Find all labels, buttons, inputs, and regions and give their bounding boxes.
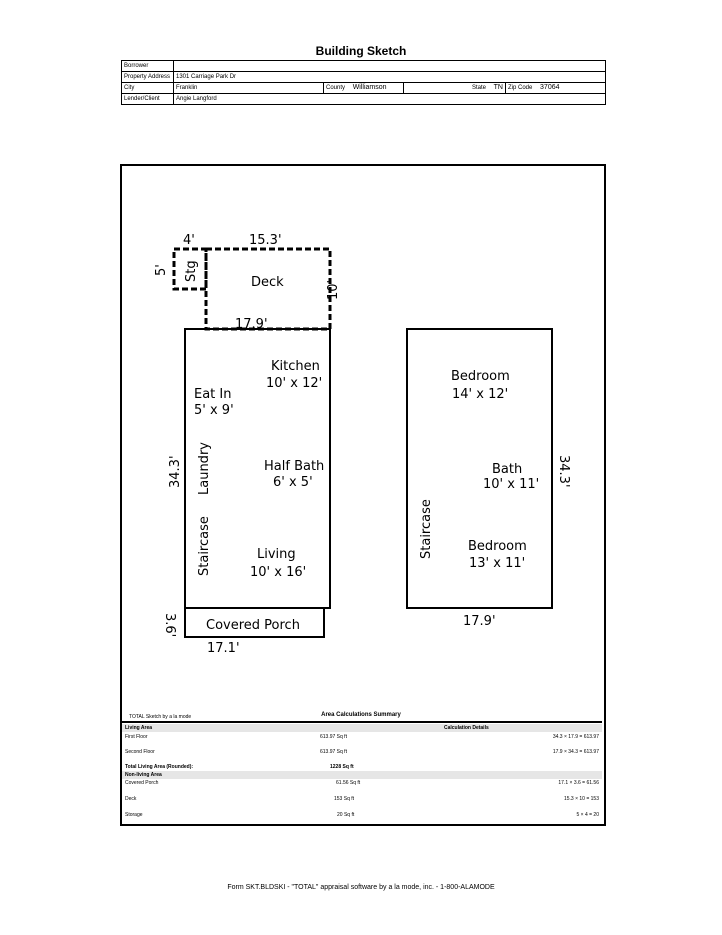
property-value: 1301 Carriage Park Dr	[174, 72, 606, 83]
label-laundry: Laundry	[197, 442, 212, 495]
table-row	[122, 779, 602, 787]
label-covered-porch: Covered Porch	[206, 618, 300, 633]
row-area: 20 Sq ft	[337, 812, 355, 818]
label-bath: Bath	[492, 462, 523, 477]
row-area: 613.97 Sq ft	[320, 749, 347, 755]
summary-divider	[122, 721, 602, 723]
nonliving-header-row	[122, 771, 602, 779]
county-value: Williamson	[352, 84, 387, 91]
row-name: First Floor	[125, 734, 148, 740]
dim-second-height: 34.3'	[556, 455, 571, 488]
dim-porch-width: 17.1'	[207, 641, 240, 656]
label-bedroom-2-size: 13' x 11'	[469, 556, 526, 571]
label-bath-size: 10' x 11'	[483, 477, 540, 492]
dim-first-height: 34.3'	[168, 455, 183, 488]
total-label: Total Living Area (Rounded):	[125, 764, 194, 770]
label-kitchen-size: 10' x 12'	[266, 376, 323, 391]
dim-stg-width: 4'	[183, 233, 195, 248]
living-header-row	[122, 724, 602, 732]
summary-title: Area Calculations Summary	[321, 712, 401, 718]
label-eat-in-size: 5' x 9'	[194, 403, 234, 418]
dim-deck-width: 15.3'	[249, 233, 282, 248]
label-living-size: 10' x 16'	[250, 565, 307, 580]
state-value: TN	[493, 84, 503, 91]
lender-value: Angie Langford	[174, 94, 606, 105]
row-name: Deck	[125, 796, 137, 802]
table-row	[122, 795, 602, 803]
row-name: Storage	[125, 812, 143, 818]
total-value: 1228 Sq ft	[330, 764, 354, 770]
row-area: 61.56 Sq ft	[336, 780, 361, 786]
row-calc: 5 × 4 = 20	[576, 812, 599, 818]
state-label: State	[471, 85, 486, 91]
county-label: County	[326, 85, 346, 91]
label-staircase-1: Staircase	[197, 516, 212, 576]
dim-stg-height: 5'	[154, 264, 169, 276]
city-label: City	[122, 83, 174, 94]
page-title: Building Sketch	[315, 44, 407, 58]
city-value: Franklin	[174, 83, 324, 94]
calc-header: Calculation Details	[444, 725, 489, 731]
row-calc: 17.9 × 34.3 = 613.97	[552, 749, 599, 755]
row-area: 153 Sq ft	[334, 796, 355, 802]
label-half-bath-size: 6' x 5'	[273, 475, 313, 490]
label-eat-in: Eat In	[194, 387, 232, 402]
property-label: Property Address	[122, 72, 174, 83]
label-half-bath: Half Bath	[264, 459, 325, 474]
label-stg: Stg	[184, 260, 199, 282]
label-kitchen: Kitchen	[271, 359, 320, 374]
label-staircase-2: Staircase	[419, 499, 434, 559]
zip-value: 37064	[540, 84, 560, 91]
borrower-label: Borrower	[122, 61, 174, 72]
nonliving-header: Non-living Area	[125, 772, 162, 778]
row-name: Second Floor	[125, 749, 155, 755]
label-bedroom-2: Bedroom	[468, 539, 527, 554]
row-calc: 34.3 × 17.9 = 613.97	[552, 734, 599, 740]
dim-second-bottom: 17.9'	[463, 614, 496, 629]
table-row	[122, 733, 602, 741]
total-row	[122, 763, 602, 771]
lender-label: Lender/Client	[122, 94, 174, 105]
dim-deck-height: 10'	[326, 279, 341, 300]
software-note: TOTAL Sketch by a la mode	[129, 714, 192, 720]
table-row	[122, 811, 602, 819]
dim-porch-height: 3.6'	[162, 613, 177, 638]
zip-label: Zip Code	[508, 85, 533, 91]
footer: Form SKT.BLDSKI - "TOTAL" appraisal software by a la mode, inc. - 1-800-ALAMODE	[227, 884, 495, 891]
row-name: Covered Porch	[125, 780, 159, 786]
row-calc: 15.3 × 10 = 153	[563, 796, 599, 802]
label-living: Living	[257, 547, 296, 562]
label-deck: Deck	[251, 275, 284, 290]
label-bedroom-1-size: 14' x 12'	[452, 387, 509, 402]
table-row	[122, 748, 602, 756]
dim-deck-bottom: 17.9'	[235, 317, 268, 332]
living-header: Living Area	[125, 725, 153, 731]
label-bedroom-1: Bedroom	[451, 369, 510, 384]
row-calc: 17.1 × 3.6 = 61.56	[558, 780, 599, 786]
row-area: 613.97 Sq ft	[320, 734, 347, 740]
